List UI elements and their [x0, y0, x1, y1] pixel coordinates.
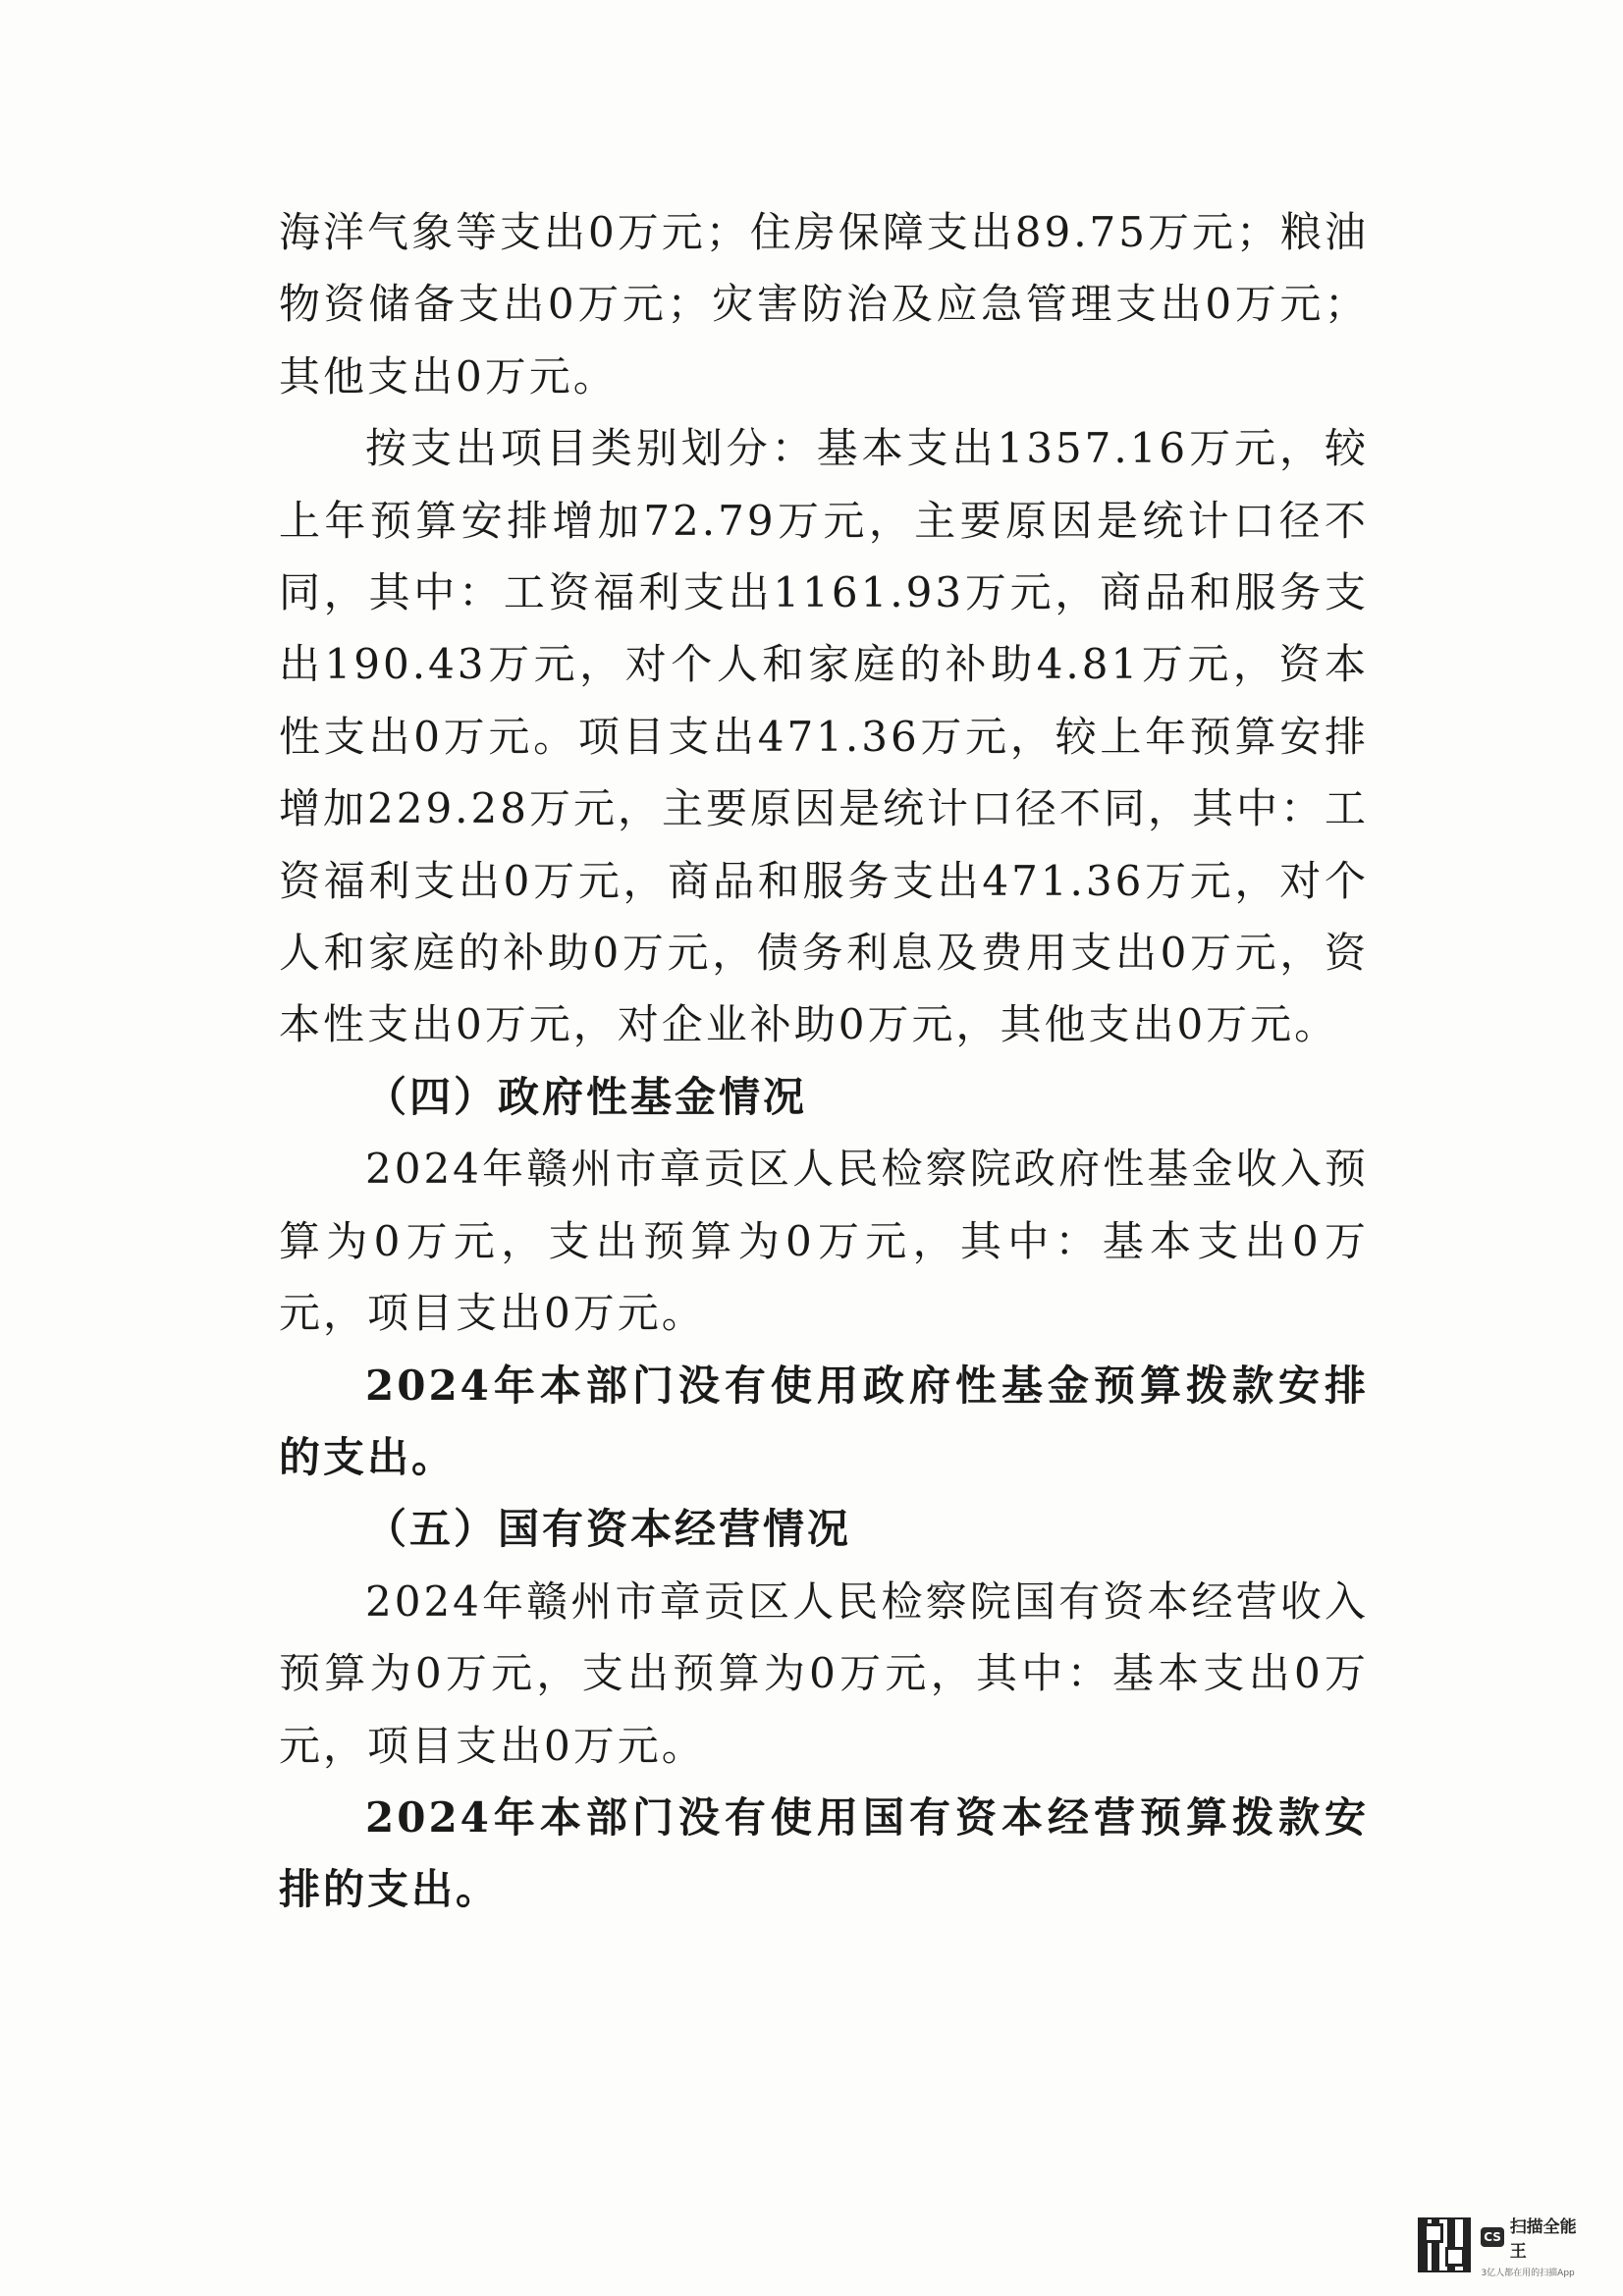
camscanner-logo-icon: CS [1481, 2227, 1503, 2247]
paragraph-expenditure-continued: 海洋气象等支出0万元；住房保障支出89.75万元；粮油物资储备支出0万元；灾害防治及应急管理支出0万元；其他支出0万元。 [279, 208, 1369, 400]
paragraph-expenditure-by-category: 按支出项目类别划分：基本支出1357.16万元，较上年预算安排增加72.79万元，主要原因是统计口径不同，其中：工资福利支出1161.93万元，商品和服务支出190.43万元，对个人和家庭的补助4.81万元，资本性支出0万元。项目支出471.36万元，较上年预算安排增加229.28万元，主要原因是统计口径不同，其中：工资福利支出0万元，商品和服务支出471.36万元，对个人和家庭的补助0万元，债务利息及费用支出0万元，资本性支出0万元，对企业补助0万元，其他支出0万元。 [279, 424, 1369, 1049]
paragraph-state-capital-none: 2024年本部门没有使用国有资本经营预算拨款安排的支出。 [279, 1792, 1369, 1914]
qr-code-icon [1418, 2217, 1471, 2272]
watermark-text [1481, 2213, 1591, 2278]
document-body [279, 196, 1369, 1926]
scanner-watermark [1418, 2211, 1591, 2279]
paragraph-state-capital-budget: 2024年赣州市章贡区人民检察院国有资本经营收入预算为0万元，支出预算为0万元，其中：基本支出0万元，项目支出0万元。 [279, 1576, 1369, 1770]
watermark-app-name: 扫描全能王 [1509, 2216, 1577, 2262]
section-heading-government-fund: （四）政府性基金情况 [365, 1072, 808, 1121]
paragraph-government-fund-none: 2024年本部门没有使用政府性基金预算拨款安排的支出。 [279, 1361, 1369, 1481]
watermark-header [1481, 2213, 1591, 2262]
watermark-tagline: 3亿人都在用的扫描App [1481, 2268, 1575, 2278]
paragraph-government-fund-budget: 2024年赣州市章贡区人民检察院政府性基金收入预算为0万元，支出预算为0万元，其中：基本支出0万元，项目支出0万元。 [279, 1145, 1369, 1338]
section-heading-state-capital: （五）国有资本经营情况 [365, 1505, 852, 1554]
